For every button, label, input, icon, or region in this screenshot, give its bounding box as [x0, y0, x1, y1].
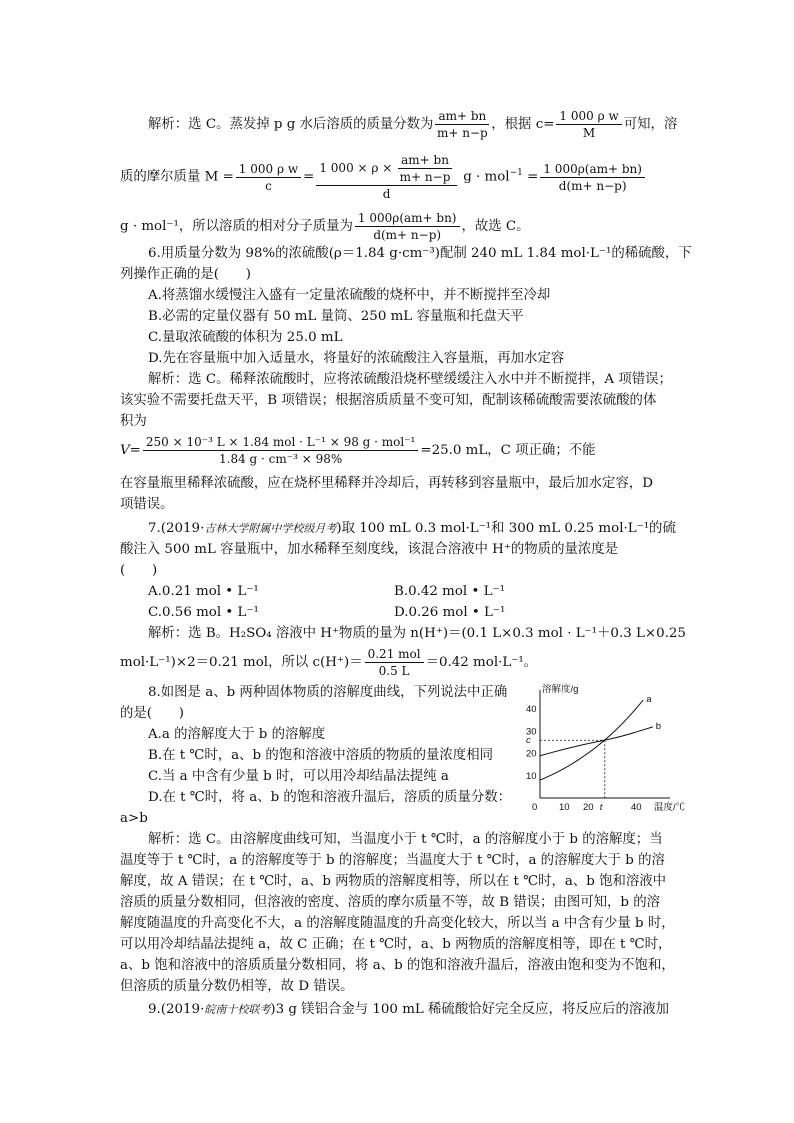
q6-option-b: B.必需的定量仪器有 50 mL 量筒、250 mL 容量瓶和托盘天平: [148, 309, 524, 324]
y-tick-label: 40: [526, 704, 537, 716]
series-curve-b: [540, 727, 653, 756]
q6-analysis-3: 积为: [120, 414, 147, 429]
x-tick-label: 10: [559, 802, 570, 813]
q7-option-b: B.0.42 mol • L⁻¹: [394, 584, 505, 599]
x-tick-label: 20: [583, 802, 594, 813]
q6-stem-2: 列操作正确的是( ): [120, 267, 251, 282]
q7-option-d: D.0.26 mol • L⁻¹: [394, 605, 506, 620]
y-axis-label: 溶解度/g: [542, 684, 579, 695]
x-tick-label: 40: [631, 802, 642, 813]
y-tick-label: 30: [526, 726, 537, 738]
source-label: 皖南十校联考: [204, 1003, 271, 1016]
q7-stem-2: 酸注入 500 mL 容量瓶中，加水稀释至刻度线，该混合溶液中 H⁺的物质的量浓度是: [120, 542, 619, 557]
q8-stem-1: 8.如图是 a、b 两种固体物质的溶解度曲线，下列说法中正确: [148, 685, 508, 700]
fraction: $\frac{\text{250 × 10⁻³ L × 1.84 mol · L⁻¹ × 98 g · mol⁻¹}}{\text{1.84 g · cm⁻³ × 98\%}}$: [143, 434, 418, 467]
y-tick-label: 20: [526, 748, 537, 760]
q6-stem-1: 6.用质量分数为 98%的浓硫酸(ρ＝1.84 g·cm⁻³)配制 240 mL 1.84 mol·L⁻¹的稀硫酸，下: [148, 246, 692, 261]
q7-option-c: C.0.56 mol • L⁻¹: [148, 605, 259, 620]
q6-option-d: D.先在容量瓶中加入适量水，将量好的浓硫酸注入容量瓶，再加水定容: [148, 351, 565, 366]
q8-analysis-2: 温度等于 t ℃时，a 的溶解度等于 b 的溶解度；当温度大于 t ℃时，a 的溶解度大于 b 的溶: [120, 853, 665, 868]
fraction: $\frac{\text{1 000 ρ w}}{c}$: [236, 161, 301, 194]
q5-line-2: 质的摩尔质量 M = $\frac{\text{1 000 ρ w}}{c}$ = 1 000 × ρ × $\frac{am+ bn}{m+ n-p}$ d g · mol$^{-1}$ = $\frac{1 000\rho(am+ bn)}{d(m+ n-p)}$: [120, 152, 680, 202]
fraction: 1 000 × ρ × $\frac{am+ bn}{m+ n-p}$ d: [316, 152, 457, 202]
source-label: 吉林大学附属中学校级月考: [204, 522, 337, 535]
q9-stem-1: 9.(2019·皖南十校联考)3 g 镁铝合金与 100 mL 稀硫酸恰好完全反应，将反应后的溶液加: [148, 1002, 670, 1017]
q8-option-d: D.在 t ℃时，将 a、b 的饱和溶液升温后，溶质的质量分数：: [148, 790, 512, 805]
q8-analysis-3: 解度，故 A 错误；在 t ℃时，a、b 两物质的溶解度相等，所以在 t ℃时，a、b 饱和溶液中: [120, 874, 667, 889]
q7-stem-3: ( ): [120, 563, 158, 578]
x-tick-label: 0: [532, 802, 538, 813]
x-tick-label: t: [599, 802, 603, 813]
series-label-b: b: [655, 720, 662, 732]
x-axis-label: 温度/℃: [654, 802, 686, 813]
fraction: $\frac{am+ bn}{m+ n-p}$: [437, 109, 488, 140]
q6-volume-formula: V= $\frac{\text{250 × 10⁻³ L × 1.84 mol · L⁻¹ × 98 g · mol⁻¹}}{\text{1.84 g · cm⁻³ × 98\%}}$ =25.0 mL，C 项正确；不能: [120, 435, 596, 466]
q8-stem-2: 的是( ): [120, 706, 185, 721]
y-tick-label: c: [526, 735, 531, 747]
q7-stem-1: 7.(2019·吉林大学附属中学校级月考)取 100 mL 0.3 mol·L⁻¹和 300 mL 0.25 mol·L⁻¹的硫: [148, 521, 676, 536]
q8-analysis-8: 但溶质的质量分数仍相等，故 D 错误。: [120, 979, 354, 994]
q8-analysis-1: 解析：选 C。由溶解度曲线可知，当温度小于 t ℃时，a 的溶解度小于 b 的溶解度；当: [148, 832, 663, 847]
q8-analysis-5: 解度随温度的升高变化不大，a 的溶解度随温度的升高变化较大，所以当 a 中含有少量 b 时，: [120, 916, 675, 931]
q6-analysis-1: 解析：选 C。稀释浓硫酸时，应将浓硫酸沿烧杯壁缓缓注入水中并不断搅拌，A 项错误；: [148, 372, 672, 387]
q8-analysis-7: a、b 饱和溶液中的溶质质量分数相同，将 a、b 的饱和溶液升温后，溶液由饱和变为不饱和，: [120, 958, 675, 973]
series-curve-a: [540, 700, 643, 780]
fraction: $\frac{\text{1 000 ρ w}}{M}$: [556, 108, 621, 141]
solubility-chart: [512, 684, 686, 818]
q6-analysis-5: 项错误。: [120, 497, 174, 512]
text: 解析：选 C。蒸发掉 p g 水后溶质的质量分数为: [148, 117, 434, 132]
q5-line-3: g · mol⁻¹，所以溶质的相对分子质量为 $\frac{1 000\rho(am+ bn)}{d(m+ n-p)}$ ，故选 C。: [120, 211, 530, 242]
fraction: $\frac{1 000\rho(am+ bn)}{d(m+ n-p)}$: [540, 161, 645, 194]
fraction: $\frac{1 000\rho(am+ bn)}{d(m+ n-p)}$: [355, 210, 460, 243]
q8-option-a: A.a 的溶解度大于 b 的溶解度: [148, 727, 326, 742]
q6-analysis-4: 在容量瓶里稀释浓硫酸，应在烧杯里稀释并冷却后，再转移到容量瓶中，最后加水定容，D: [120, 476, 653, 491]
series-label-a: a: [646, 694, 652, 706]
q6-analysis-2: 该实验不需要托盘天平，B 项错误；根据溶质质量不变可知，配制该稀硫酸需要浓硫酸的体: [120, 393, 657, 408]
q6-option-c: C.量取浓硫酸的体积为 25.0 mL: [148, 330, 343, 345]
q7-analysis-1: 解析：选 B。H₂SO₄ 溶液中 H⁺物质的量为 n(H⁺)＝(0.1 L×0.3 mol · L⁻¹＋0.3 L×0.25: [148, 626, 686, 641]
q7-analysis-2: mol·L⁻¹)×2＝0.21 mol，所以 c(H⁺)＝ $\frac{\text{0.21 mol}}{0.5 L}$ ＝0.42 mol·L⁻¹。: [120, 647, 538, 678]
q8-analysis-6: 可以用冷却结晶法提纯 a，故 C 正确；在 t ℃时，a、b 两物质的溶解度相等，即在 t ℃时，: [120, 937, 672, 952]
q5-line-1: 解析：选 C。蒸发掉 p g 水后溶质的质量分数为 $\frac{am+ bn}{m+ n-p}$ ，根据 c= $\frac{\text{1 000 ρ w}}{M}$ 可知，溶: [148, 109, 678, 140]
q8-option-d-cont: a>b: [120, 811, 148, 826]
y-tick-label: 10: [526, 770, 537, 782]
q8-option-c: C.当 a 中含有少量 b 时，可以用冷却结晶法提纯 a: [148, 769, 449, 784]
q6-option-a: A.将蒸馏水缓慢注入盛有一定量浓硫酸的烧杯中，并不断搅拌至冷却: [148, 288, 551, 303]
fraction: $\frac{\text{0.21 mol}}{0.5 L}$: [365, 646, 424, 679]
q8-analysis-4: 溶质的质量分数相同，但溶液的密度、溶质的摩尔质量不等，故 B 错误；由图可知，b 的溶: [120, 895, 661, 910]
q7-option-a: A.0.21 mol • L⁻¹: [148, 584, 259, 599]
q8-option-b: B.在 t ℃时，a、b 的饱和溶液中溶质的物质的量浓度相同: [148, 748, 493, 763]
